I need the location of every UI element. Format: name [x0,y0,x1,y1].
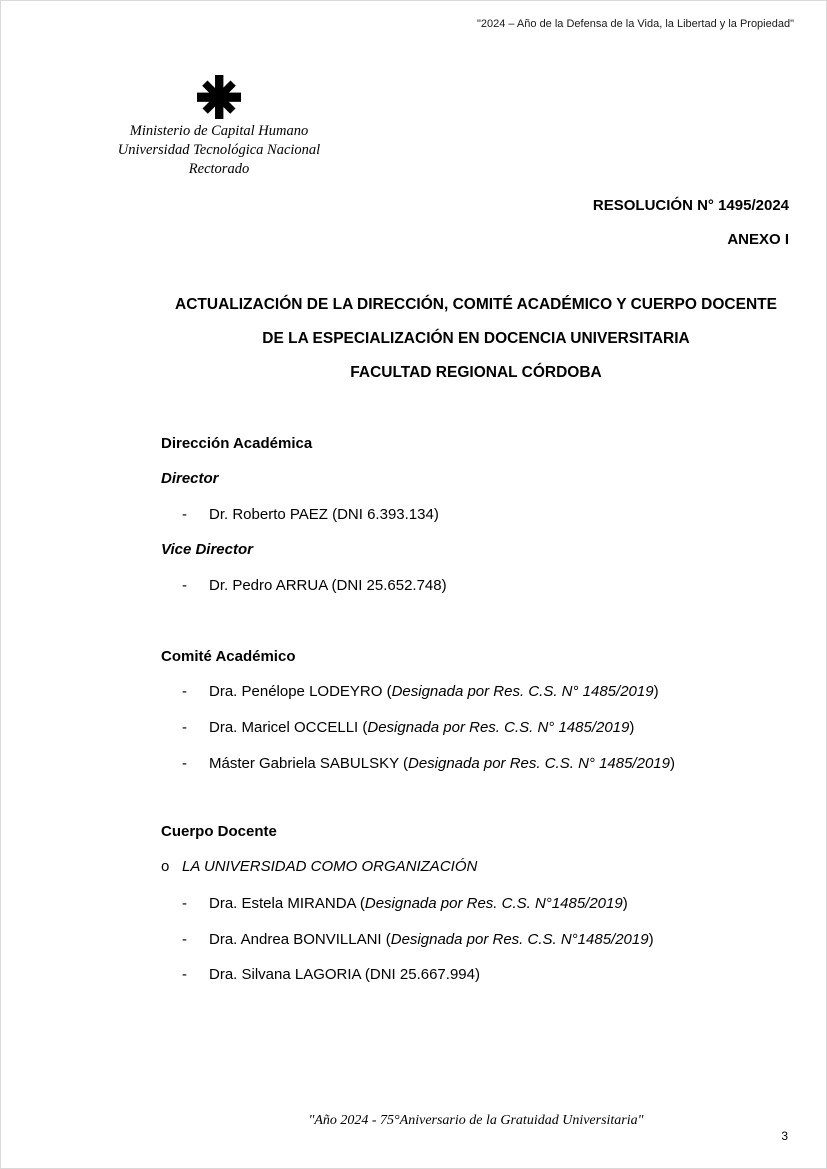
utn-logo-icon [197,74,241,120]
resolution-number: RESOLUCIÓN N° 1495/2024 [592,197,789,214]
list-item-cuerpo-3 [161,966,480,984]
letterhead-line-rectorado: Rectorado [188,161,250,177]
list-item-comite-2: - Dra. Maricel OCCELLI (Designada por Res. C.S. N° 1485/2019) [161,719,634,737]
dash-bullet: - [182,577,187,594]
header-motto: "2024 – Año de la Defensa de la Vida, la Libertad y la Propiedad" [476,18,794,30]
list-item-director [161,506,439,524]
footer-motto: "Año 2024 - 75°Aniversario de la Gratuidad Universitaria" [308,1113,644,1128]
dash-bullet: - [182,931,187,948]
document-title-line-2: DE LA ESPECIALIZACIÓN EN DOCENCIA UNIVERSITARIA [262,330,690,347]
dash-bullet: - [182,506,187,523]
section-heading-comite-academico: Comité Académico [161,648,296,665]
letterhead-line-universidad: Universidad Tecnológica Nacional [117,142,321,158]
list-item-text: Dra. Andrea BONVILLANI ( [209,931,391,948]
list-item-text: Dr. Pedro ARRUA (DNI 25.652.748) [209,577,447,594]
course-title [161,858,477,876]
list-item-text: Máster Gabriela SABULSKY ( [209,755,408,772]
dash-bullet: - [182,966,187,983]
list-item-text: Dra. Penélope LODEYRO ( [209,683,392,700]
list-item-comite-3: - Máster Gabriela SABULSKY (Designada por Res. C.S. N° 1485/2019) [161,755,675,773]
letterhead-line-ministerio: Ministerio de Capital Humano [129,123,309,139]
dash-bullet: - [182,683,187,700]
list-item-text: Dr. Roberto PAEZ (DNI 6.393.134) [209,506,439,523]
document-title-line-3: FACULTAD REGIONAL CÓRDOBA [350,364,602,381]
list-item-text: Dra. Estela MIRANDA ( [209,895,365,912]
circle-bullet: o [161,858,170,875]
list-item-text: Dra. Maricel OCCELLI ( [209,719,368,736]
dash-bullet: - [182,895,187,912]
section-heading-cuerpo-docente: Cuerpo Docente [161,823,277,840]
dash-bullet: - [182,719,187,736]
list-item-vice-director [161,577,447,595]
list-item-text: Dra. Silvana LAGORIA (DNI 25.667.994) [209,966,480,983]
annex-label: ANEXO I [727,231,789,248]
subheading-vice-director: Vice Director [161,541,253,558]
document-title-line-1: ACTUALIZACIÓN DE LA DIRECCIÓN, COMITÉ ACADÉMICO Y CUERPO DOCENTE [175,296,777,313]
page-number: 3 [781,1129,788,1143]
list-item-comite-1: - Dra. Penélope LODEYRO (Designada por Res. C.S. N° 1485/2019) [161,683,659,701]
section-heading-direccion-academica: Dirección Académica [161,435,313,452]
subheading-director: Director [161,470,219,487]
letterhead [101,74,337,179]
list-item-cuerpo-1: - Dra. Estela MIRANDA (Designada por Res. C.S. N°1485/2019) [161,895,628,913]
dash-bullet: - [182,755,187,772]
list-item-cuerpo-2: - Dra. Andrea BONVILLANI (Designada por Res. C.S. N°1485/2019) [161,931,654,949]
course-name: LA UNIVERSIDAD COMO ORGANIZACIÓN [182,858,478,875]
